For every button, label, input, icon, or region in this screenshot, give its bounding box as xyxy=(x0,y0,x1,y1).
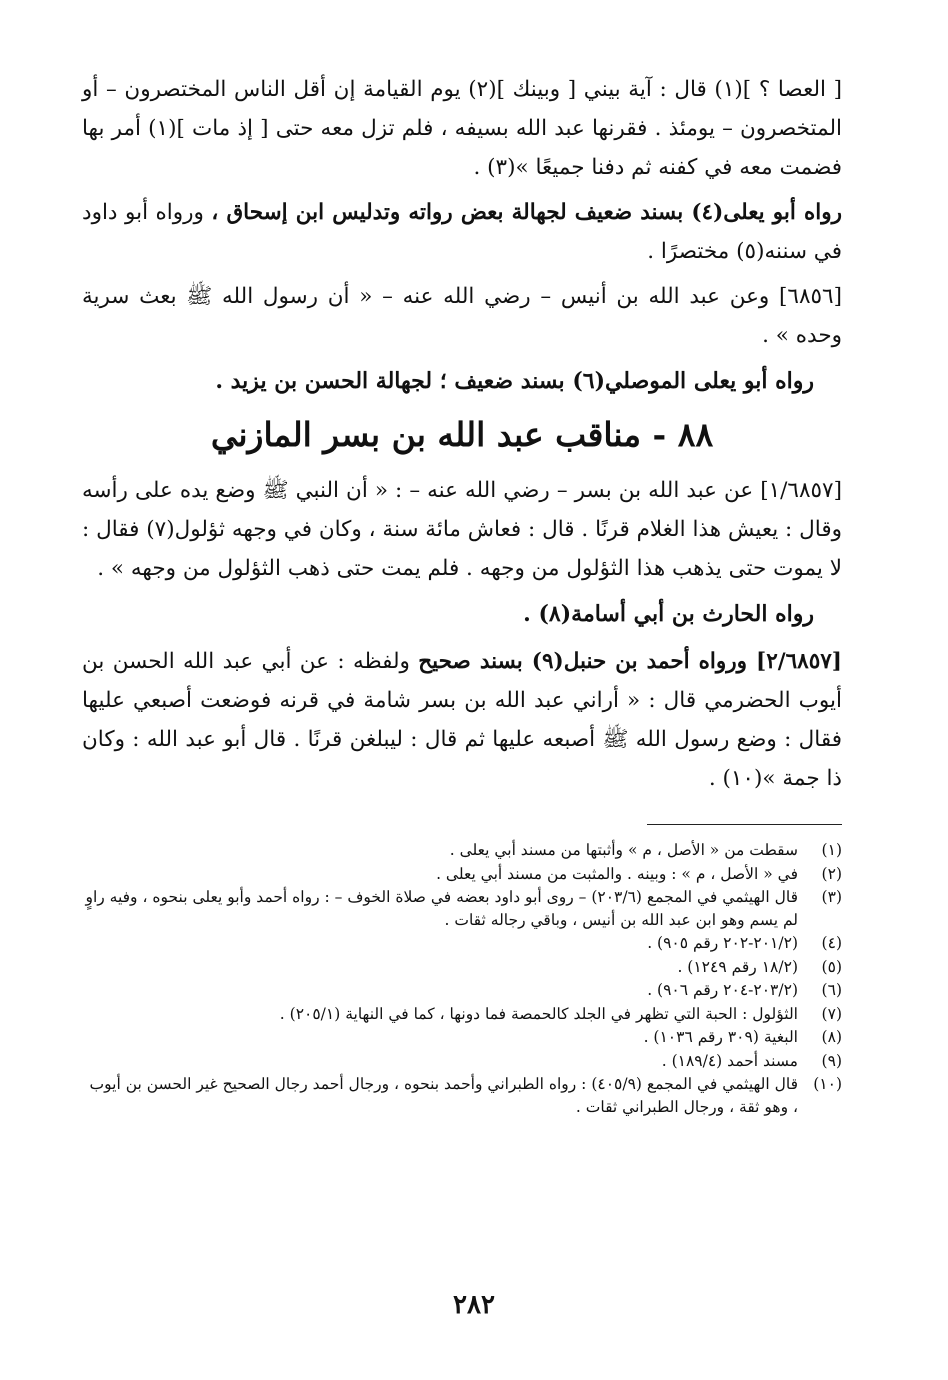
footnote-item xyxy=(82,1026,842,1049)
page-number: ٢٨٢ xyxy=(453,1290,495,1320)
paragraph-hadith-continuation: [ العصا ؟ ](١) قال : آية بيني [ وبينك ](٢) يوم القيامة إن أقل الناس المختصرون – أو المتخصرون – يومئذ . فقرنها عبد الله بسيفه ، فلم تزل معه حتى [ إذ مات ](١) أمر بها فضمت معه في كفنه ثم دفنا جميعًا »(٣) . xyxy=(82,77,843,180)
footnote-item xyxy=(82,863,842,886)
footnote-item xyxy=(82,886,842,931)
footnote-item xyxy=(82,956,842,979)
footnote-number: (١) xyxy=(821,841,842,859)
paragraph-hadith-6857-1: [١/٦٨٥٧] عن عبد الله بن بسر – رضي الله عنه – : « أن النبي ﷺ وضع يده على رأسه وقال : يعيش هذا الغلام قرنًا . قال : فعاش مائة سنة ، وكان في وجهه ثؤلول(٧) فقال : لا يموت حتى يذهب هذا الثؤلول من وجهه . فلم يمت حتى ذهب الثؤلول من وجهه » . xyxy=(82,478,842,581)
footnote-number: (٧) xyxy=(821,1004,842,1023)
footnote-number: (٨) xyxy=(821,1028,842,1046)
footnote-text: (٢٠٣/٢-٢٠٤ رقم ٩٠٦) . xyxy=(647,981,798,999)
source-grading: رواه أبو يعلى(٤) بسند ضعيف لجهالة بعض رواته وتدليس ابن إسحاق ، xyxy=(211,200,842,225)
footnote-item xyxy=(82,1003,842,1026)
footnote-text: (٢٠١/٢-٢٠٢ رقم ٩٠٥) . xyxy=(647,934,798,952)
hadith-6857-2-text: ولفظه : عن أبي عبد الله الحسن بن أيوب الحضرمي قال : « أراني عبد الله بن بسر شامة في قرنه فوضعت أصبعي عليها فقال : وضع رسول الله ﷺ أصبعه عليها ثم قال : ليبلغن قرنًا . قال أبو عبد الله : وكان ذا جمة »(١٠) . xyxy=(82,649,842,791)
footnote-item xyxy=(82,1073,842,1118)
footnote-number: (٥) xyxy=(821,957,842,976)
source-note: ورواه أبو داود في سننه(٥) مختصرًا . xyxy=(82,200,842,264)
chapter-heading: ٨٨ - مناقب عبد الله بن بسر المازني xyxy=(210,415,714,454)
footnote-text: قال الهيثمي في المجمع (٤٠٥/٩) : رواه الطبراني وأحمد بنحوه ، ورجال أحمد رجال الصحيح غير الحسن بن أيوب ، وهو ثقة ، ورجال الطبراني ثقات . xyxy=(89,1075,798,1116)
footnote-text: قال الهيثمي في المجمع (٢٠٣/٦) – روى أبو داود بعضه في صلاة الخوف – : رواه أحمد وأبو يعلى بنحوه ، وفيه راوٍ لم يسم وهو ابن عبد الله بن أنيس ، وباقي رجاله ثقات . xyxy=(85,888,798,929)
footnotes xyxy=(82,839,842,1118)
hadith-6857-2-label: [٢/٦٨٥٧] ورواه أحمد بن حنبل(٩) بسند صحيح xyxy=(418,649,842,674)
source-harith: رواه الحارث بن أبي أسامة(٨) . xyxy=(523,601,814,627)
footnote-item xyxy=(82,839,842,862)
paragraph-hadith-6856: [٦٨٥٦] وعن عبد الله بن أنيس – رضي الله عنه – « أن رسول الله ﷺ بعث سرية وحده » . xyxy=(82,284,842,348)
footnote-item xyxy=(82,1050,842,1073)
footnote-text: الثؤلول : الحبة التي تظهر في الجلد كالحمصة فما دونها ، كما في النهاية (٢٠٥/١) . xyxy=(279,1004,798,1023)
footnote-divider xyxy=(647,824,842,825)
paragraph-source-abu-yala xyxy=(82,193,842,271)
footnote-number: (١٠) xyxy=(813,1075,842,1093)
footnote-number: (٣) xyxy=(821,888,842,906)
footnote-text: (١٨/٢ رقم ١٢٤٩) . xyxy=(677,957,798,976)
footnote-number: (٦) xyxy=(821,981,842,999)
footnote-item xyxy=(82,932,842,955)
page-content xyxy=(82,70,842,1119)
footnote-text: سقطت من « الأصل ، م » وأثبتها من مسند أبي يعلى . xyxy=(449,841,798,859)
footnote-text: في « الأصل ، م » : وبينه . والمثبت من مسند أبي يعلى . xyxy=(436,864,798,883)
footnote-number: (٤) xyxy=(821,934,842,952)
footnote-text: مسند أحمد (١٨٩/٤) . xyxy=(661,1051,798,1070)
footnote-item xyxy=(82,979,842,1002)
footnote-text: البغية (٣٠٩ رقم ١٠٣٦) . xyxy=(643,1028,798,1046)
source-abu-yala-mosuli: رواه أبو يعلى الموصلي(٦) بسند ضعيف ؛ لجهالة الحسن بن يزيد . xyxy=(215,368,814,394)
footnote-number: (٢) xyxy=(821,864,842,883)
footnote-number: (٩) xyxy=(821,1051,842,1070)
paragraph-hadith-6857-2 xyxy=(82,642,842,798)
